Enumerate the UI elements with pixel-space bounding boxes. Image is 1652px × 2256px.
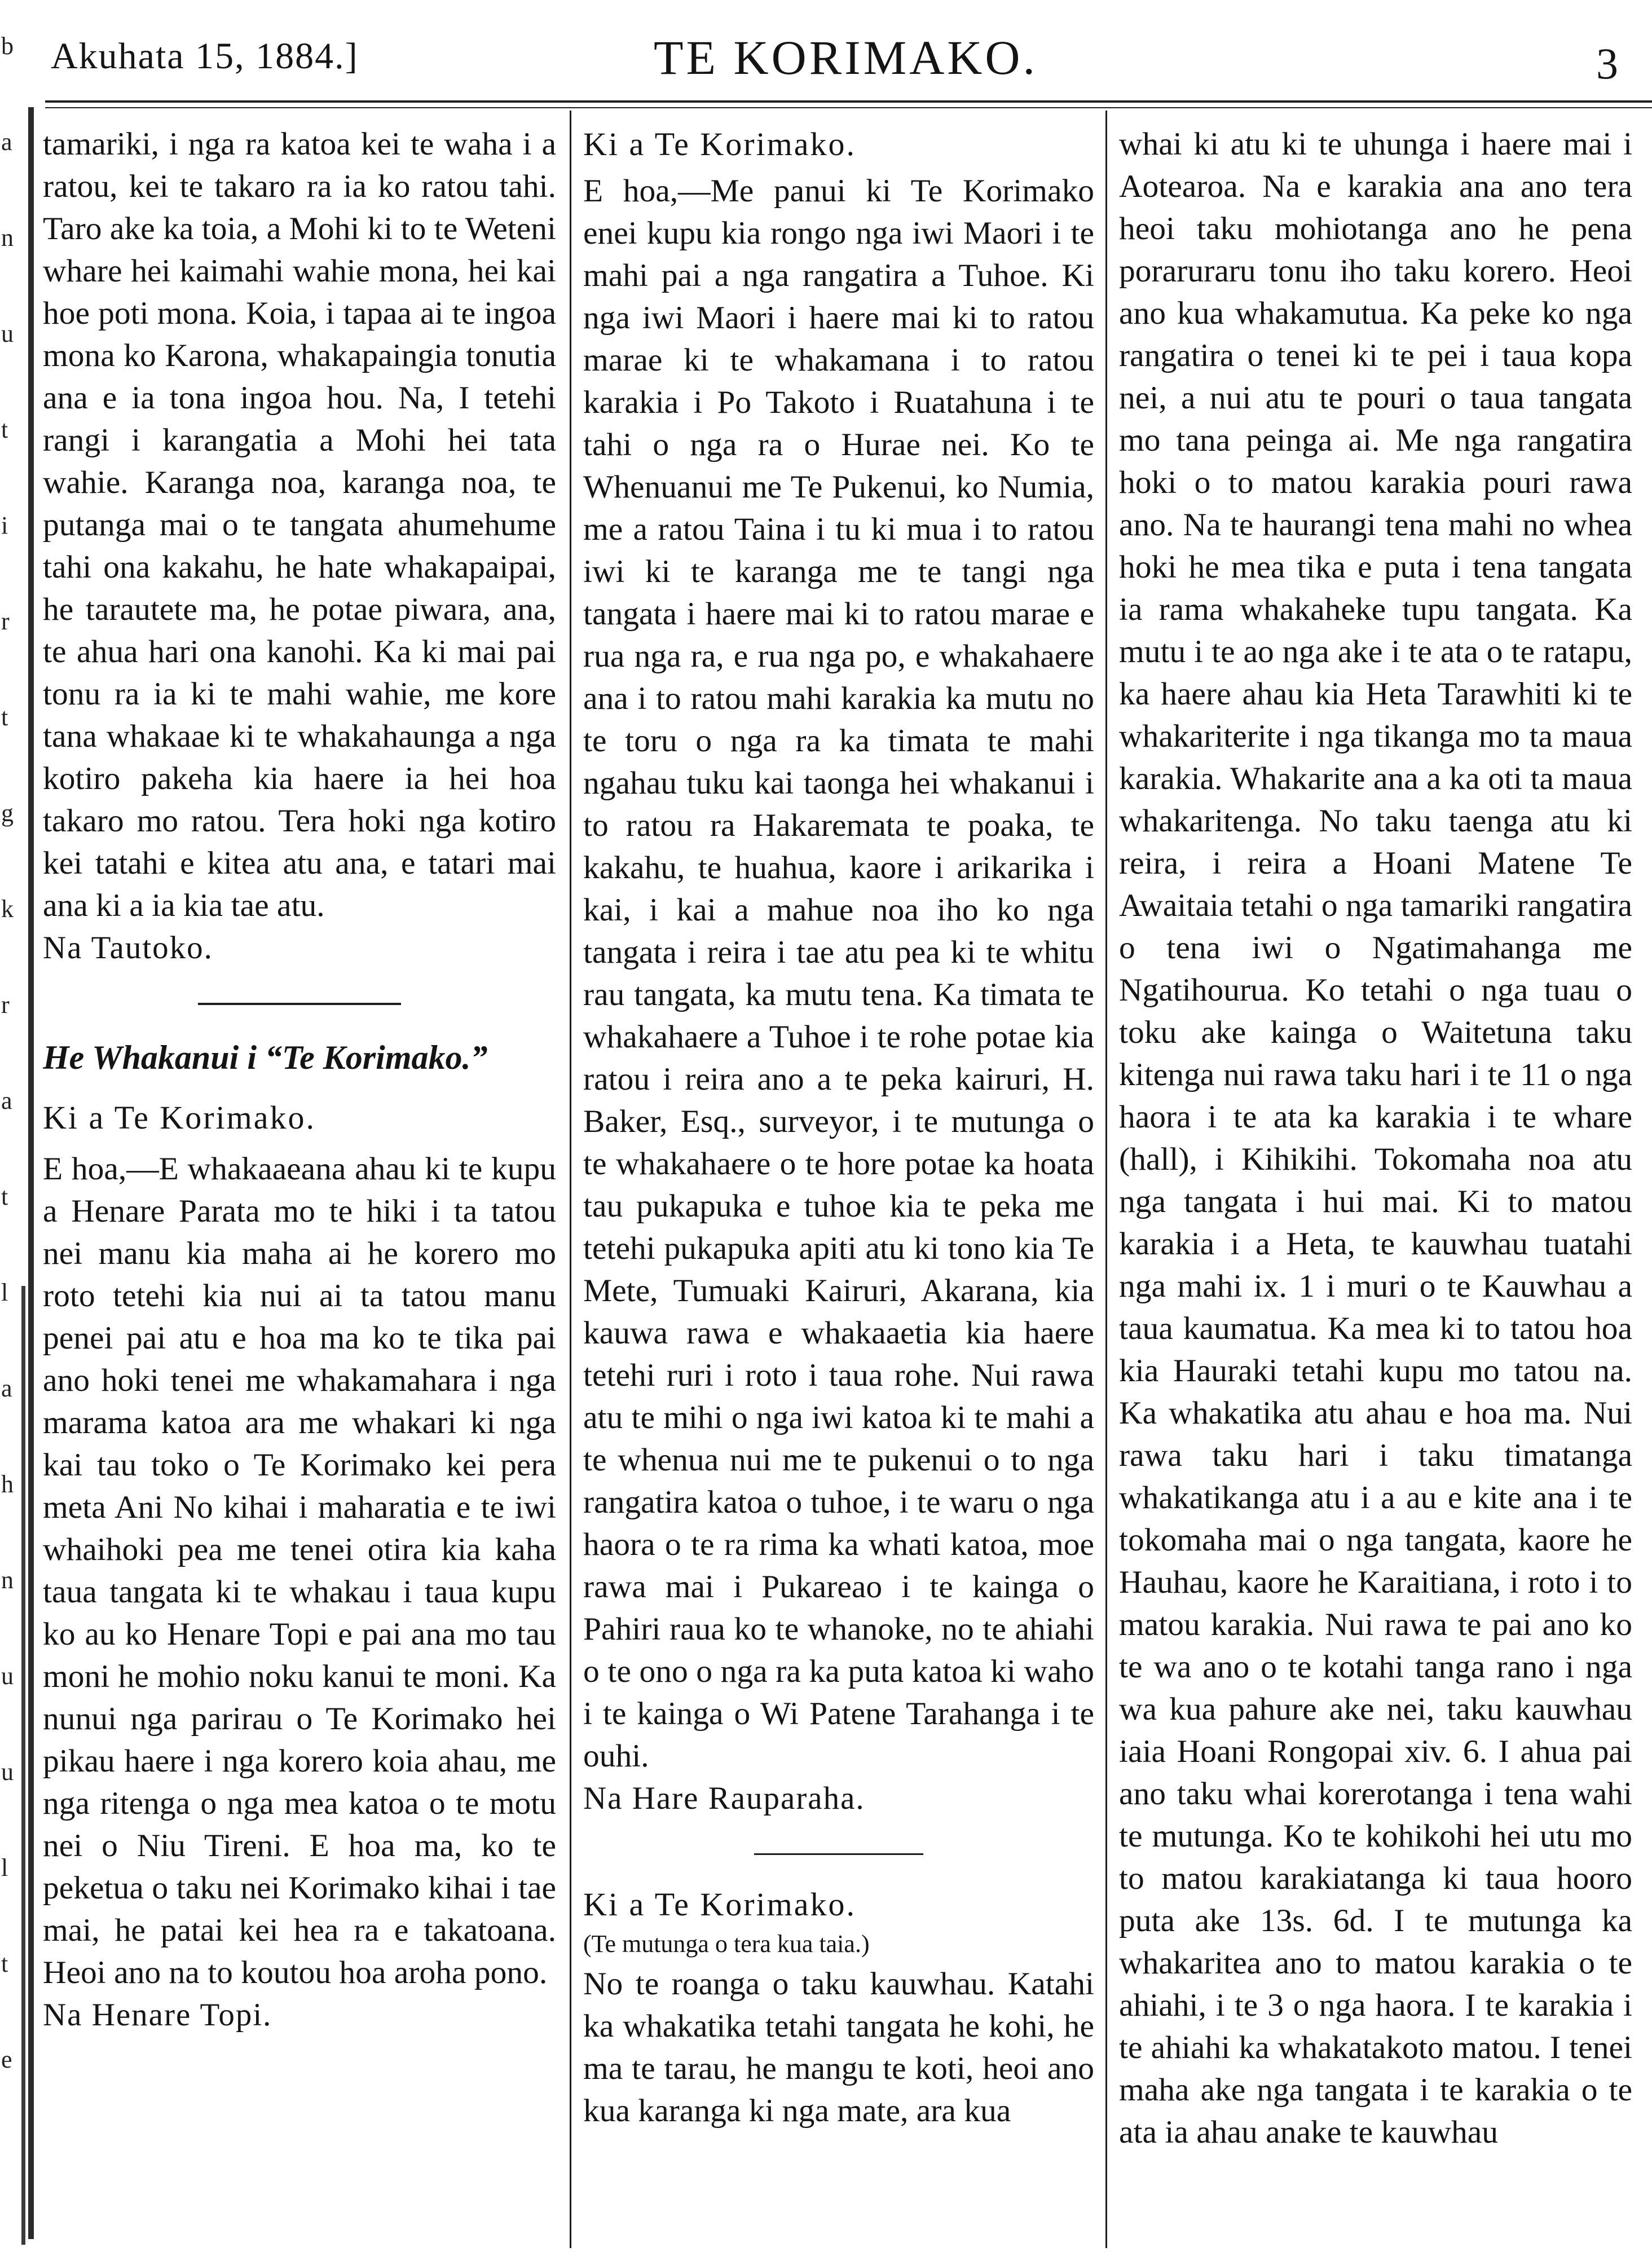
newspaper-title: TE KORIMAKO.: [653, 30, 1038, 85]
letter-salutation: Ki a Te Korimako.: [43, 1099, 316, 1136]
edge-fragment: a: [1, 1087, 12, 1114]
letter-text: E hoa,—E whakaaeana ahau ki te kupu a Henare Parata mo te hiki i ta tatou nei manu kia maha ai he korero mo roto tetehi kia nui ai ta tatou manu penei pai atu e hoa ma ko te tika pai ano hoki tenei me whakamahara i nga marama katoa ara me whakari ki nga kai tau toko o Te Korimako kei pera meta Ani No kihai i maharatia e te iwi whaihoki pea me tenei otira kia kaha taua tangata ki te whakau i taua kupu ko au ko Henare Topi e pai ana mo tau moni he mohio noku kanui te moni. Ka nunui nga parirau o Te Korimako hei pikau haere i nga korero koia ahau, me nga ritenga o nga mea katoa o te motu nei o Niu Tireni. E hoa ma, ko te peketua o taku nei Korimako kihai i tae mai, he patai kei hea ra e takatoana. Heoi ano na to koutou hoa aroha pono.: [43, 1151, 556, 1990]
edge-fragment: a: [1, 128, 12, 156]
column-divider: [570, 111, 571, 2248]
letter-text: E hoa,—Me panui ki Te Korimako enei kupu kia rongo nga iwi Maori i te mahi pai a nga rangatira a Tuhoe. Ki nga iwi Maori i haere mai ki to ratou marae ki te whakamana i to ratou karakia i Po Takoto i Ruatahuna i te tahi o nga ra o Hurae nei. Ko te Whenuanui me Te Pukenui, ko Numia, me a ratou Taina i tu ki mua i to ratou iwi ki te karanga me te tangi nga tangata i haere mai ki to ratou marae e rua nga ra, e rua nga po, e whakahaere ana i to ratou mahi karakia ka mutu no te toru o nga ra ka timata te mahi ngahau tuku kai taonga hei whakanui i to ratou ra Hakaremata te poaka, te kakahu, te huahua, kaore i arikarika i kai, i kai a mahue noa iho ko nga tangata i reira i tae atu pea ki te whitu rau tangata, ka mutu tena. Ka timata te whakahaere a Tuhoe i te rohe potae kia ratou i reira ano a te peka kairuri, H. Baker, Esq., surveyor, i te mutunga o te whakahaere o te hore potae ka hoata tau pukapuka e tuhoe kia te peka me tetehi pukapuka apiti atu ki tono kia Te Mete, Tumuaki Kairuri, Akarana, kia kauwa rawa e whakaaetia kia haere tetehi ruri i roto i taua rohe. Nui rawa atu te mihi o nga iwi katoa ki te mahi a te whenua nui me te pukenui o to nga rangatira katoa o tuhoe, i te waru o nga haora o te ra rima ka whati katoa, moe rawa mai i Pukareao i te kainga o Pahiri raua ko te whanoke, no te ahiahi o te ono o nga ra ka puta katoa ki waho i te kainga o Wi Patene Tarahanga i te ouhi.: [583, 173, 1094, 1774]
edge-fragment: i: [1, 512, 8, 539]
letter-salutation: Ki a Te Korimako.: [583, 1886, 856, 1923]
column-2: [583, 123, 1094, 2249]
edge-fragment: t: [1, 1950, 8, 1977]
edge-fragment: n: [1, 224, 14, 252]
header-rule-thin: [45, 107, 1652, 108]
edge-fragment: r: [1, 991, 10, 1019]
edge-fragment: e: [1, 2046, 12, 2073]
page-header: [39, 23, 1652, 90]
continuation-note: (Te mutunga o tera kua taia.): [583, 1930, 870, 1958]
edge-fragment: g: [1, 799, 14, 827]
article-text: tamariki, i nga ra katoa kei te waha i a ratou, kei te takaro ra ia ko ratou tahi. Taro ake ka toia, a Mohi ki to te Weteni whare hei kaimahi wahie mona, hei kai hoe poti mona. Koia, i tapaa ai te ingoa mona ko Karona, whakapaingia tonutia ana e ia tona ingoa hou. Na, I tetehi rangi i karangatia a Mohi hei tata wahie. Karanga noa, karanga noa, te putanga mai o te tangata ahumehume tahi ona kakahu, he hate whakapaipai, he tarautete ma, he potae piwara, ana, te ahua hari ona kanohi. Ka ki mai pai tonu ra ia ki te mahi wahie, me kore tana whakaae ki te whakahaunga a nga kotiro pakeha kia haere ia hei hoa takaro mo ratou. Tera hoki nga kotiro kei tatahi e kitea atu ana, e tatari mai ana ki a ia kia tae atu.: [43, 126, 556, 923]
edge-fragment: u: [1, 1662, 14, 1690]
edge-fragment: l: [1, 1854, 8, 1882]
letter-salutation: Ki a Te Korimako.: [583, 126, 856, 162]
edge-fragment: n: [1, 1566, 14, 1594]
edge-fragment: t: [1, 703, 8, 731]
article-signature: Na Tautoko.: [43, 930, 213, 966]
edge-fragment: u: [1, 1758, 14, 1786]
letter-text: whai ki atu ki te uhunga i haere mai i Aotearoa. Na e karakia ana ano tera heoi taku mohiotanga ano he pena poraruraru tonu iho taku korero. Heoi ano kua whakamutua. Ka peke ko nga rangatira o tenei ki te pei i taua kopa nei, a nui atu te pouri o taua tangata mo tana peinga ai. Me nga rangatira hoki o to matou karakia pouri rawa ano. Na te haurangi tena mahi no whea hoki he mea tika e puta i tena tangata ia rama whakaheke tupu tangata. Ka mutu i te ao nga ake i te ata o te ratapu, ka haere ahau kia Heta Tarawhiti ki te whakariterite i nga tikanga mo ta maua karakia. Whakarite ana a ka oti ta maua whakaritenga. No taku taenga atu ki reira, i reira a Hoani Matene Te Awaitaia tetahi o nga tamariki rangatira o tena iwi o Ngatimahanga me Ngatihourua. Ko tetahi o nga tuau o toku ake kainga o Waitetuna taku kitenga nui rawa taku hari i te 11 o nga haora i te ata ka karakia i te whare (hall), i Kihikihi. Tokomaha noa atu nga tangata i hui mai. Ki to matou karakia i a Heta, te kauwhau tuatahi nga mahi ix. 1 i muri o te Kauwhau a taua kaumatua. Ka mea ki to tatou hoa kia Hauraki tetahi kupu mo tatou na. Ka whakatika atu ahau e hoa ma. Nui rawa taku hari i taku timatanga whakatikanga atu i a au e kite ana i te tokomaha mai o nga tangata, kaore he Hauhau, kaore he Karaitiana, i roto i to matou karakia. Nui rawa te pai ano ko te wa ano o te kotahi tanga rano i nga wa kua pahure ake nei, taku kauwhau iaia Hoani Rongopai xiv. 6. I ahua pai ano taku whai korerotanga i tena wahi te mutunga. Ko te kohikohi hei utu mo to matou karakiatanga ki taua hooro puta ake 13s. 6d. I te mutunga ka whakaritea ano to matou karakia o te ahiahi, i te 3 o nga haora. I te karakia i te ahiahi ka whakatakoto matou. I tenei maha ake nga tangata i te karakia o te ata ia ahau anake te kauwhau: [1119, 126, 1632, 2150]
column-1: [43, 123, 556, 2249]
column-divider: [1105, 111, 1107, 2248]
edge-fragment: r: [1, 607, 10, 635]
edge-fragment: k: [1, 895, 14, 923]
column-3: [1119, 123, 1632, 2249]
edge-fragment: t: [1, 1183, 8, 1210]
letter-text: No te roanga o taku kauwhau. Katahi ka whakatika tetahi tangata he kohi, he ma te tarau, he mangu te koti, heoi ano kua karanga ki nga mate, ara kua: [583, 1966, 1094, 2129]
edge-fragment: u: [1, 320, 14, 347]
issue-date: Akuhata 15, 1884.]: [51, 36, 359, 77]
binding-edge-line: [28, 107, 34, 2239]
edge-fragment: a: [1, 1374, 12, 1402]
edge-fragment: t: [1, 416, 8, 443]
letter-signature: Na Henare Topi.: [43, 1997, 272, 2033]
edge-fragment: h: [1, 1470, 14, 1498]
page-number: 3: [1596, 39, 1618, 88]
edge-fragment: b: [1, 32, 14, 60]
letter-signature: Na Hare Rauparaha.: [583, 1781, 865, 1816]
article-title: He Whakanui i “Te Korimako.”: [43, 1039, 488, 1076]
header-rule: [45, 100, 1652, 103]
edge-fragment: l: [1, 1279, 8, 1306]
binding-edge: [0, 0, 35, 2256]
